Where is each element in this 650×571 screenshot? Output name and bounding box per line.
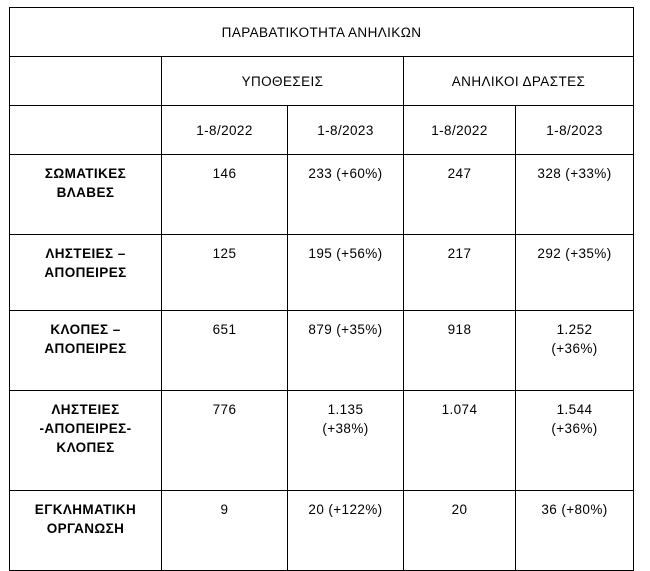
table-row — [10, 155, 634, 235]
table-cell: 328 (+33%) — [516, 155, 634, 235]
table-cell: 9 — [162, 491, 288, 571]
table-cell: 217 — [404, 235, 516, 311]
table-row — [10, 491, 634, 571]
table-cell: 146 — [162, 155, 288, 235]
juvenile-delinquency-table — [9, 7, 634, 571]
table-cell: 776 — [162, 391, 288, 491]
table-cell: 1.544 (+36%) — [516, 391, 634, 491]
row-label: ΛΗΣΤΕΙΕΣ -ΑΠΟΠΕΙΡΕΣ- ΚΛΟΠΕΣ — [10, 391, 162, 491]
table-cell: 20 (+122%) — [288, 491, 404, 571]
table-row — [10, 235, 634, 311]
empty-corner-cell — [10, 106, 162, 155]
title-row — [10, 8, 634, 57]
table-cell: 195 (+56%) — [288, 235, 404, 311]
table-cell: 292 (+35%) — [516, 235, 634, 311]
period-header-row — [10, 106, 634, 155]
table-cell: 247 — [404, 155, 516, 235]
table-cell: 1.074 — [404, 391, 516, 491]
empty-corner-cell — [10, 57, 162, 106]
table-cell: 1.252 (+36%) — [516, 311, 634, 391]
table-cell: 918 — [404, 311, 516, 391]
row-label: ΕΓΚΛΗΜΑΤΙΚΗ ΟΡΓΑΝΩΣΗ — [10, 491, 162, 571]
table-cell: 1.135 (+38%) — [288, 391, 404, 491]
table-cell: 879 (+35%) — [288, 311, 404, 391]
row-label: ΣΩΜΑΤΙΚΕΣ ΒΛΑΒΕΣ — [10, 155, 162, 235]
row-label: ΛΗΣΤΕΙΕΣ – ΑΠΟΠΕΙΡΕΣ — [10, 235, 162, 311]
period-header: 1-8/2022 — [162, 106, 288, 155]
group-header-cases: ΥΠΟΘΕΣΕΙΣ — [162, 57, 404, 106]
table-cell: 651 — [162, 311, 288, 391]
table-cell: 20 — [404, 491, 516, 571]
table-cell: 36 (+80%) — [516, 491, 634, 571]
period-header: 1-8/2022 — [404, 106, 516, 155]
group-header-row — [10, 57, 634, 106]
table-row — [10, 391, 634, 491]
period-header: 1-8/2023 — [516, 106, 634, 155]
row-label: ΚΛΟΠΕΣ – ΑΠΟΠΕΙΡΕΣ — [10, 311, 162, 391]
group-header-offenders: ΑΝΗΛΙΚΟΙ ΔΡΑΣΤΕΣ — [404, 57, 634, 106]
table-title: ΠΑΡΑΒΑΤΙΚΟΤΗΤΑ ΑΝΗΛΙΚΩΝ — [10, 8, 634, 57]
table-row — [10, 311, 634, 391]
table-cell: 125 — [162, 235, 288, 311]
period-header: 1-8/2023 — [288, 106, 404, 155]
table-cell: 233 (+60%) — [288, 155, 404, 235]
